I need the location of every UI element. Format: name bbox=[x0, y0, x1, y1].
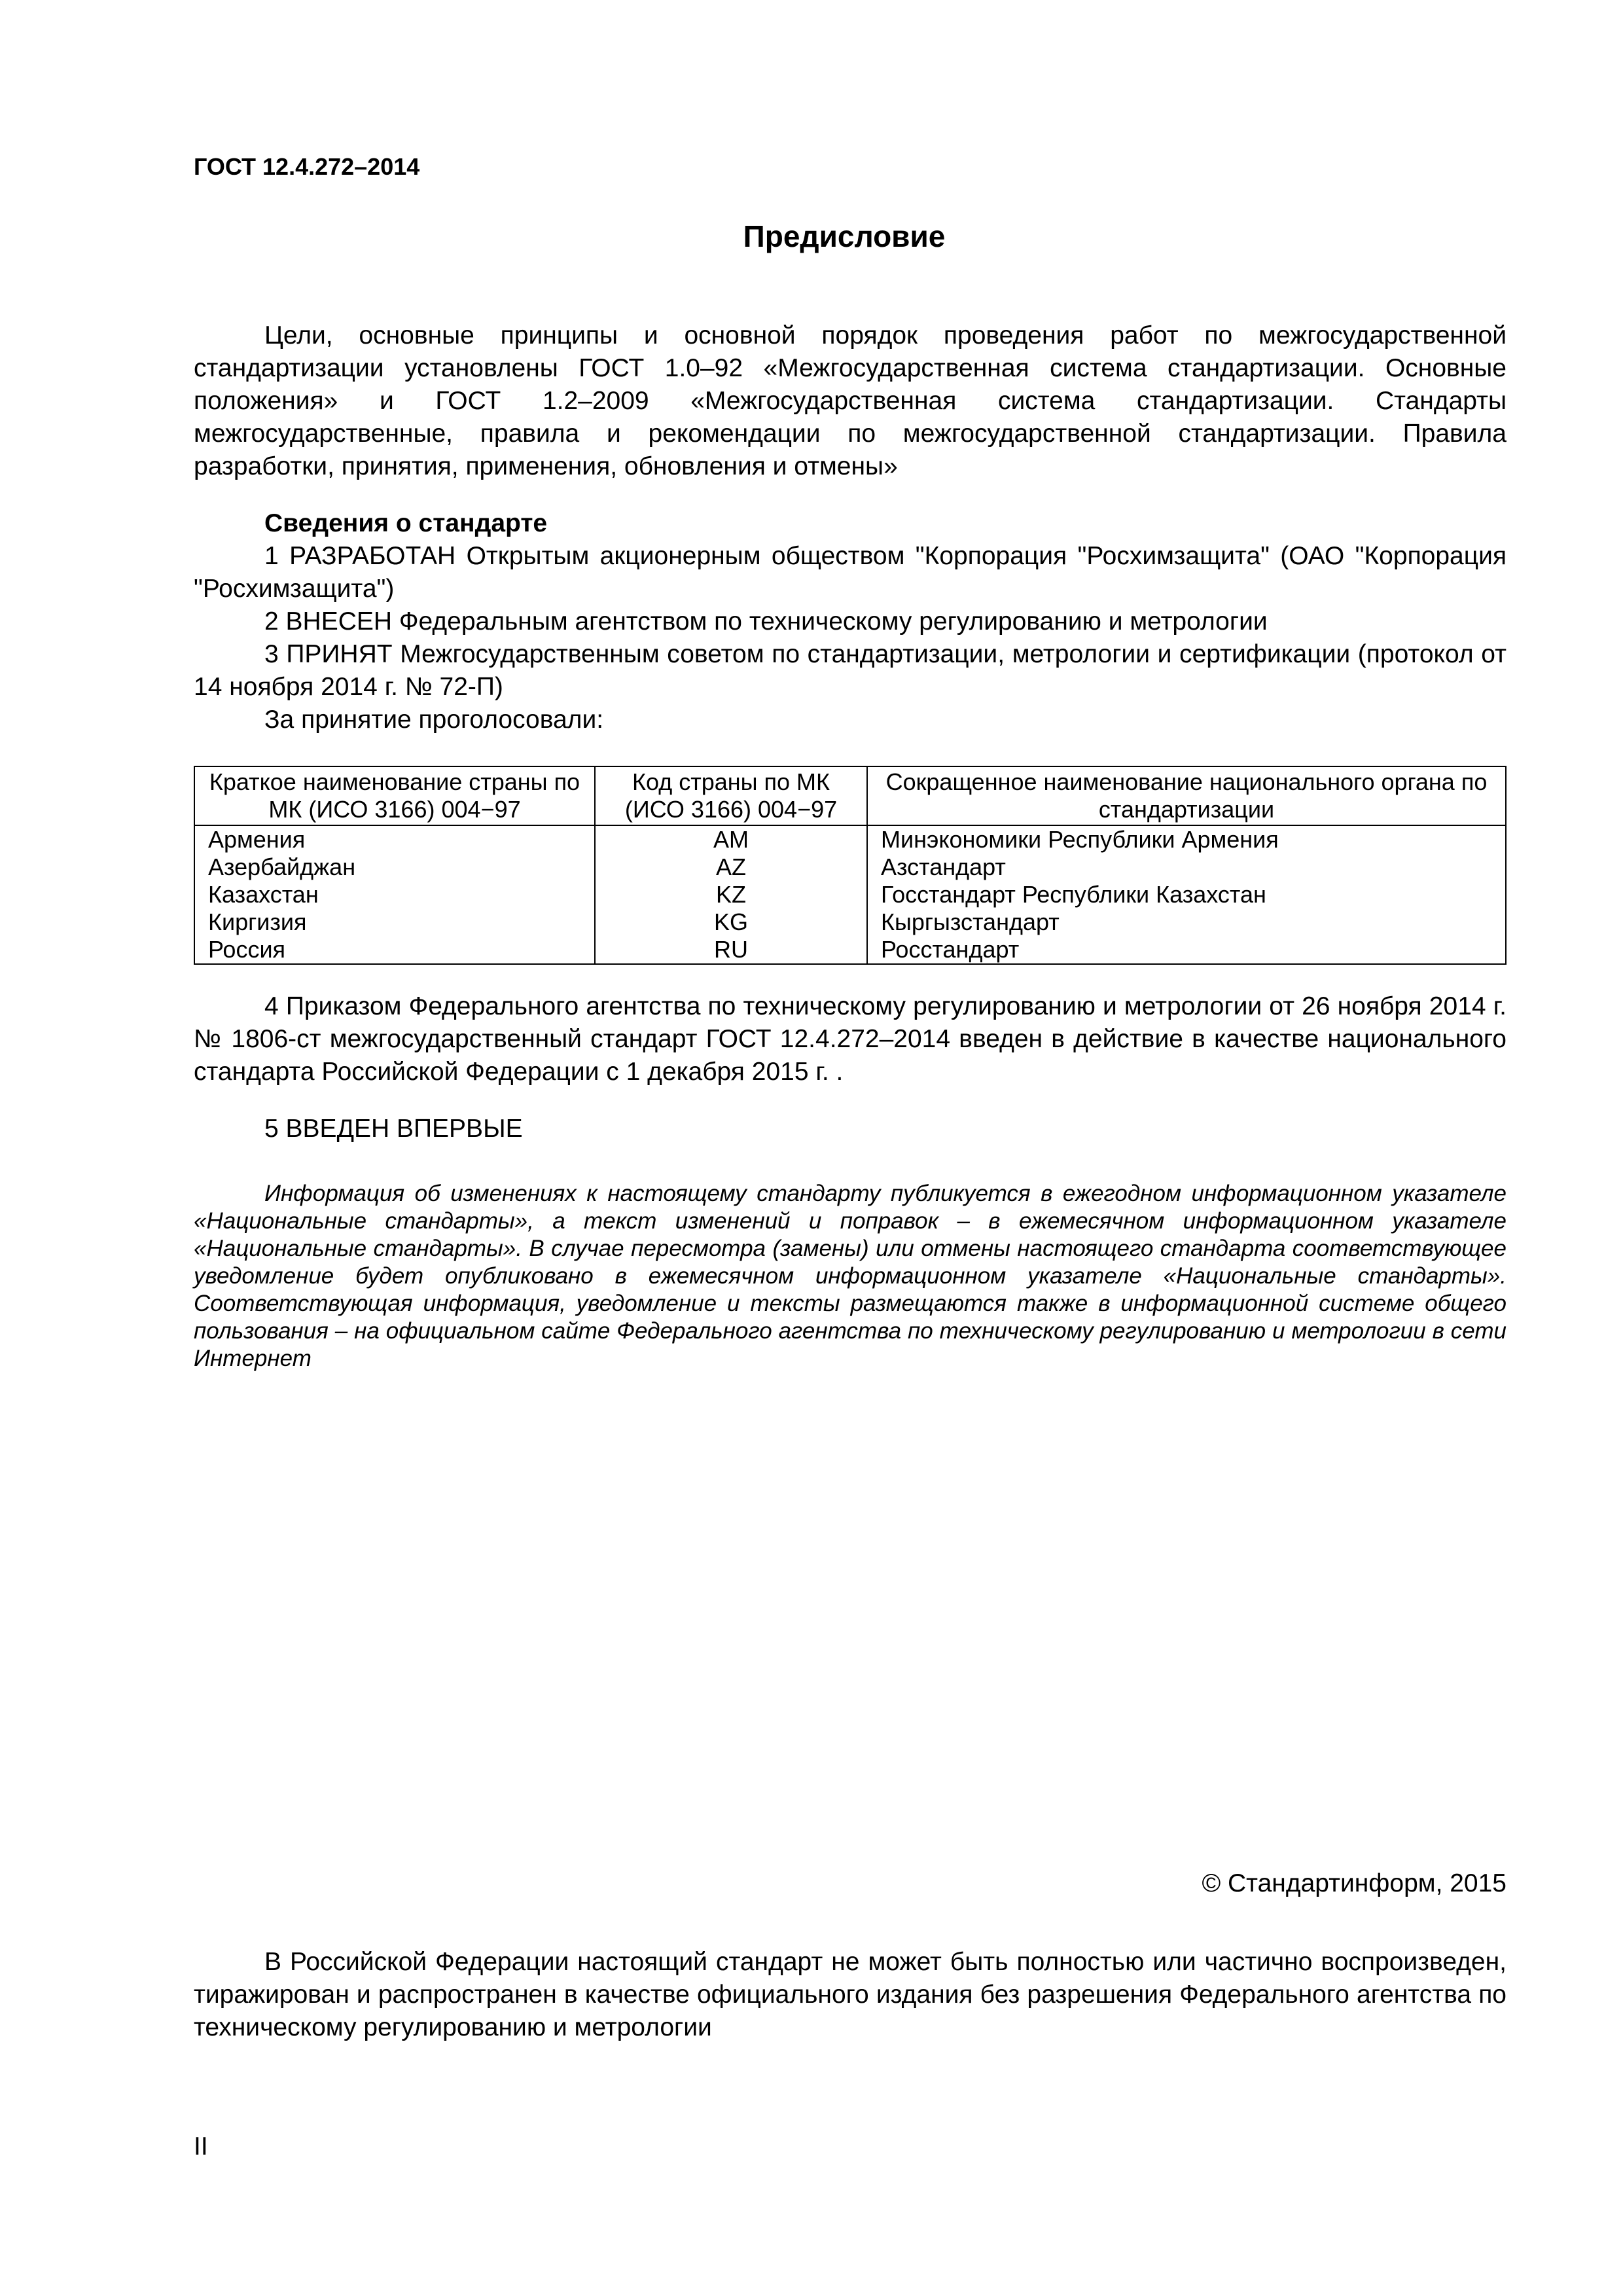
code-cell: KZ bbox=[595, 881, 867, 908]
body-cell: Госстандарт Республики Казахстан bbox=[867, 881, 1506, 908]
table-row bbox=[194, 881, 1506, 908]
table-row bbox=[194, 908, 1506, 936]
column-header-body: Сокращенное наименование национального органа по стандартизации bbox=[867, 766, 1506, 825]
rights-notice: В Российской Федерации настоящий стандарт не может быть полностью или частично воспроизведен, тиражирован и распространен в качестве официального издания без разрешения Федерального агентства по техническому регулированию и метрологии bbox=[194, 1948, 1507, 2041]
intro-paragraph: Цели, основные принципы и основной порядок проведения работ по межгосударственной стандартизации установлены ГОСТ 1.0–92 «Межгосударственная система стандартизации. Основные положения» и ГОСТ 1.2–2009 «Межгосударственная система стандартизации. Стандарты межгосударственные, правила и рекомендации по межгосударственной стандартизации. Правила разработки, принятия, применения, обновления и отмены» bbox=[194, 321, 1507, 480]
code-cell: AM bbox=[595, 825, 867, 853]
table-header-row bbox=[194, 766, 1506, 825]
copyright-notice: © Стандартинформ, 2015 bbox=[1202, 1869, 1507, 1897]
body-cell: Азстандарт bbox=[867, 853, 1506, 881]
item-5-paragraph: 5 ВВЕДЕН ВПЕРВЫЕ bbox=[264, 1115, 523, 1143]
about-item-1: 1 РАЗРАБОТАН Открытым акционерным обществом "Корпорация "Росхимзащита" (ОАО "Корпорация "Росхимзащита") bbox=[194, 542, 1507, 603]
body-cell: Минэкономики Республики Армения bbox=[867, 825, 1506, 853]
country-cell: Казахстан bbox=[194, 881, 595, 908]
table-row bbox=[194, 825, 1506, 853]
code-cell: RU bbox=[595, 936, 867, 964]
document-code: ГОСТ 12.4.272–2014 bbox=[194, 153, 420, 180]
country-cell: Россия bbox=[194, 936, 595, 964]
table-row bbox=[194, 936, 1506, 964]
body-cell: Росстандарт bbox=[867, 936, 1506, 964]
page-title: Предисловие bbox=[743, 219, 946, 253]
country-cell: Армения bbox=[194, 825, 595, 853]
column-header-country: Краткое наименование страны по МК (ИСО 3166) 004−97 bbox=[194, 766, 595, 825]
code-cell: AZ bbox=[595, 853, 867, 881]
page-number: II bbox=[194, 2132, 208, 2161]
column-header-code: Код страны по МК (ИСО 3166) 004−97 bbox=[595, 766, 867, 825]
about-item-2: 2 ВНЕСЕН Федеральным агентством по техническому регулированию и метрологии bbox=[264, 607, 1268, 636]
country-cell: Азербайджан bbox=[194, 853, 595, 881]
info-note: Информация об изменениях к настоящему стандарту публикуется в ежегодном информационном указателе «Национальные стандарты», а текст изменений и поправок – в ежемесячном информационном указателе «Национальные стандарты». В случае пересмотра (замены) или отмены настоящего стандарта соответствующее уведомление будет опубликовано в ежемесячном информационном указателе «Национальные стандарты». Соответствующая информация, уведомление и тексты размещаются также в информационной системе общего пользования – на официальном сайте Федерального агентства по техническому регулированию и метрологии в сети Интернет bbox=[194, 1181, 1507, 1371]
countries-table bbox=[194, 766, 1507, 965]
country-cell: Киргизия bbox=[194, 908, 595, 936]
table-row bbox=[194, 853, 1506, 881]
voted-label: За принятие проголосовали: bbox=[264, 706, 604, 734]
about-heading: Сведения о стандарте bbox=[264, 509, 548, 537]
code-cell: KG bbox=[595, 908, 867, 936]
about-item-3: 3 ПРИНЯТ Межгосударственным советом по стандартизации, метрологии и сертификации (протокол от 14 ноября 2014 г. № 72-П) bbox=[194, 640, 1507, 701]
item-4-paragraph: 4 Приказом Федерального агентства по техническому регулированию и метрологии от 26 ноября 2014 г. № 1806-ст межгосударственный стандарт ГОСТ 12.4.272–2014 введен в действие в качестве национального стандарта Российской Федерации с 1 декабря 2015 г. . bbox=[194, 992, 1507, 1086]
body-cell: Кыргызстандарт bbox=[867, 908, 1506, 936]
